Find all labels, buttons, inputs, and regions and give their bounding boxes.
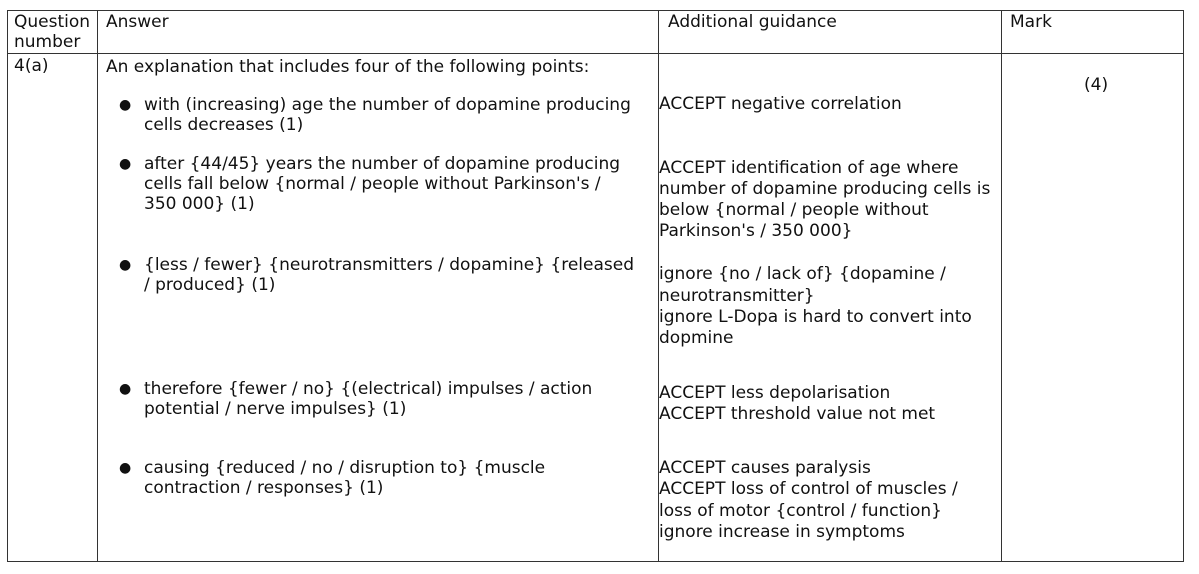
answer-point-1-line: with (increasing) age the number of dopamine producing [144,95,631,115]
question-number: 4(a) [14,56,49,76]
answer-point-4-line: therefore {fewer / no} {(electrical) impulses / action [144,379,593,399]
guidance-point-5-line: ACCEPT causes paralysis [659,458,871,478]
column-divider [1001,11,1002,561]
answer-point-1-line: cells decreases (1) [144,115,304,135]
guidance-point-2-line: ACCEPT identification of age where [659,158,959,178]
column-divider [97,11,98,561]
header-question-number-line2: number [14,32,81,52]
answer-point-2-line: after {44/45} years the number of dopamine producing [144,154,621,174]
guidance-point-3-line: neurotransmitter} [659,286,815,306]
header-answer: Answer [106,12,169,32]
header-guidance: Additional guidance [668,12,837,32]
guidance-point-3-line: ignore L-Dopa is hard to convert into [659,307,972,327]
guidance-point-5-line: ignore increase in symptoms [659,522,905,542]
guidance-point-4-line: ACCEPT threshold value not met [659,404,936,424]
answer-point-2-line: 350 000} (1) [144,194,255,214]
header-divider [8,53,1183,54]
answer-point-3-line: {less / fewer} {neurotransmitters / dopamine} {released [144,255,634,275]
header-question-number-line1: Question [14,12,91,32]
guidance-point-4-line: ACCEPT less depolarisation [659,383,891,403]
guidance-point-5-line: ACCEPT loss of control of muscles / [659,479,958,499]
answer-point-2-line: cells fall below {normal / people without Parkinson's / [144,174,601,194]
answer-point-5-line: contraction / responses} (1) [144,478,384,498]
bullet: ● [119,156,132,172]
guidance-point-2-line: number of dopamine producing cells is [659,179,991,199]
guidance-point-3-line: ignore {no / lack of} {dopamine / [659,264,946,284]
guidance-point-1-line: ACCEPT negative correlation [659,94,902,114]
guidance-point-2-line: Parkinson's / 350 000} [659,221,853,241]
answer-intro: An explanation that includes four of the following points: [106,57,590,77]
answer-point-3-line: / produced} (1) [144,275,276,295]
header-mark: Mark [1010,12,1052,32]
mark-scheme-table [7,10,1184,562]
mark-value: (4) [1084,75,1109,95]
bullet: ● [119,97,132,113]
bullet: ● [119,257,132,273]
bullet: ● [119,381,132,397]
bullet: ● [119,460,132,476]
guidance-point-5-line: loss of motor {control / function} [659,501,942,521]
guidance-point-3-line: dopmine [659,328,734,348]
answer-point-4-line: potential / nerve impulses} (1) [144,399,407,419]
guidance-point-2-line: below {normal / people without [659,200,929,220]
answer-point-5-line: causing {reduced / no / disruption to} {muscle [144,458,546,478]
